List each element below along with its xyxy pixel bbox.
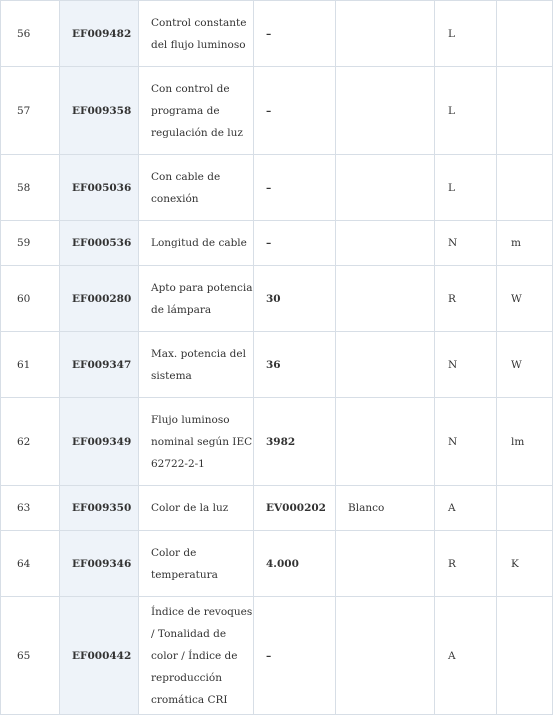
feature-code: EF009482	[60, 1, 139, 67]
table-row	[1, 398, 553, 486]
value-description	[336, 155, 435, 221]
row-number: 60	[1, 266, 60, 332]
feature-value: EV000202	[254, 486, 336, 531]
value-description	[336, 332, 435, 398]
feature-unit: W	[497, 332, 553, 398]
feature-code: EF005036	[60, 155, 139, 221]
feature-type: L	[435, 155, 497, 221]
feature-value: 30	[254, 266, 336, 332]
row-number: 64	[1, 531, 60, 597]
value-description	[336, 1, 435, 67]
table-row	[1, 597, 553, 715]
feature-description: Color de la luz	[139, 486, 254, 531]
row-number: 58	[1, 155, 60, 221]
feature-code: EF009347	[60, 332, 139, 398]
feature-unit	[497, 67, 553, 155]
row-number: 62	[1, 398, 60, 486]
feature-unit: W	[497, 266, 553, 332]
table-row	[1, 531, 553, 597]
feature-unit	[497, 1, 553, 67]
feature-value: –	[254, 1, 336, 67]
feature-unit	[497, 486, 553, 531]
feature-code: EF000442	[60, 597, 139, 715]
feature-value: 4.000	[254, 531, 336, 597]
feature-value: –	[254, 67, 336, 155]
feature-value: –	[254, 155, 336, 221]
feature-type: R	[435, 266, 497, 332]
feature-description: Longitud de cable	[139, 221, 254, 266]
value-description	[336, 266, 435, 332]
feature-description: Control constante del flujo luminoso	[139, 1, 254, 67]
feature-description: Con control de programa de regulación de luz	[139, 67, 254, 155]
feature-code: EF009346	[60, 531, 139, 597]
feature-description: Con cable de conexión	[139, 155, 254, 221]
value-description	[336, 221, 435, 266]
feature-description: Flujo luminoso nominal según IEC 62722-2-1	[139, 398, 254, 486]
feature-unit: lm	[497, 398, 553, 486]
feature-code: EF000536	[60, 221, 139, 266]
feature-type: N	[435, 221, 497, 266]
row-number: 63	[1, 486, 60, 531]
table-row	[1, 1, 553, 67]
feature-type: A	[435, 486, 497, 531]
table-row	[1, 486, 553, 531]
value-description	[336, 531, 435, 597]
feature-type: N	[435, 398, 497, 486]
feature-code: EF009349	[60, 398, 139, 486]
feature-type: A	[435, 597, 497, 715]
feature-value: 3982	[254, 398, 336, 486]
feature-description: Max. potencia del sistema	[139, 332, 254, 398]
feature-description: Índice de revoques / Tonalidad de color / Índice de reproducción cromática CRI	[139, 597, 254, 715]
feature-unit	[497, 155, 553, 221]
table-row	[1, 332, 553, 398]
feature-unit	[497, 597, 553, 715]
value-description	[336, 597, 435, 715]
feature-type: L	[435, 67, 497, 155]
feature-code: EF000280	[60, 266, 139, 332]
table-row	[1, 266, 553, 332]
feature-type: N	[435, 332, 497, 398]
feature-unit: K	[497, 531, 553, 597]
value-description: Blanco	[336, 486, 435, 531]
feature-code: EF009350	[60, 486, 139, 531]
value-description	[336, 398, 435, 486]
feature-description: Apto para potencia de lámpara	[139, 266, 254, 332]
row-number: 56	[1, 1, 60, 67]
feature-description: Color de temperatura	[139, 531, 254, 597]
feature-value: –	[254, 221, 336, 266]
feature-type: R	[435, 531, 497, 597]
value-description	[336, 67, 435, 155]
feature-code: EF009358	[60, 67, 139, 155]
table-row	[1, 155, 553, 221]
feature-type: L	[435, 1, 497, 67]
row-number: 59	[1, 221, 60, 266]
row-number: 65	[1, 597, 60, 715]
row-number: 61	[1, 332, 60, 398]
table-row	[1, 221, 553, 266]
feature-unit: m	[497, 221, 553, 266]
feature-value: –	[254, 597, 336, 715]
feature-value: 36	[254, 332, 336, 398]
table-row	[1, 67, 553, 155]
row-number: 57	[1, 67, 60, 155]
